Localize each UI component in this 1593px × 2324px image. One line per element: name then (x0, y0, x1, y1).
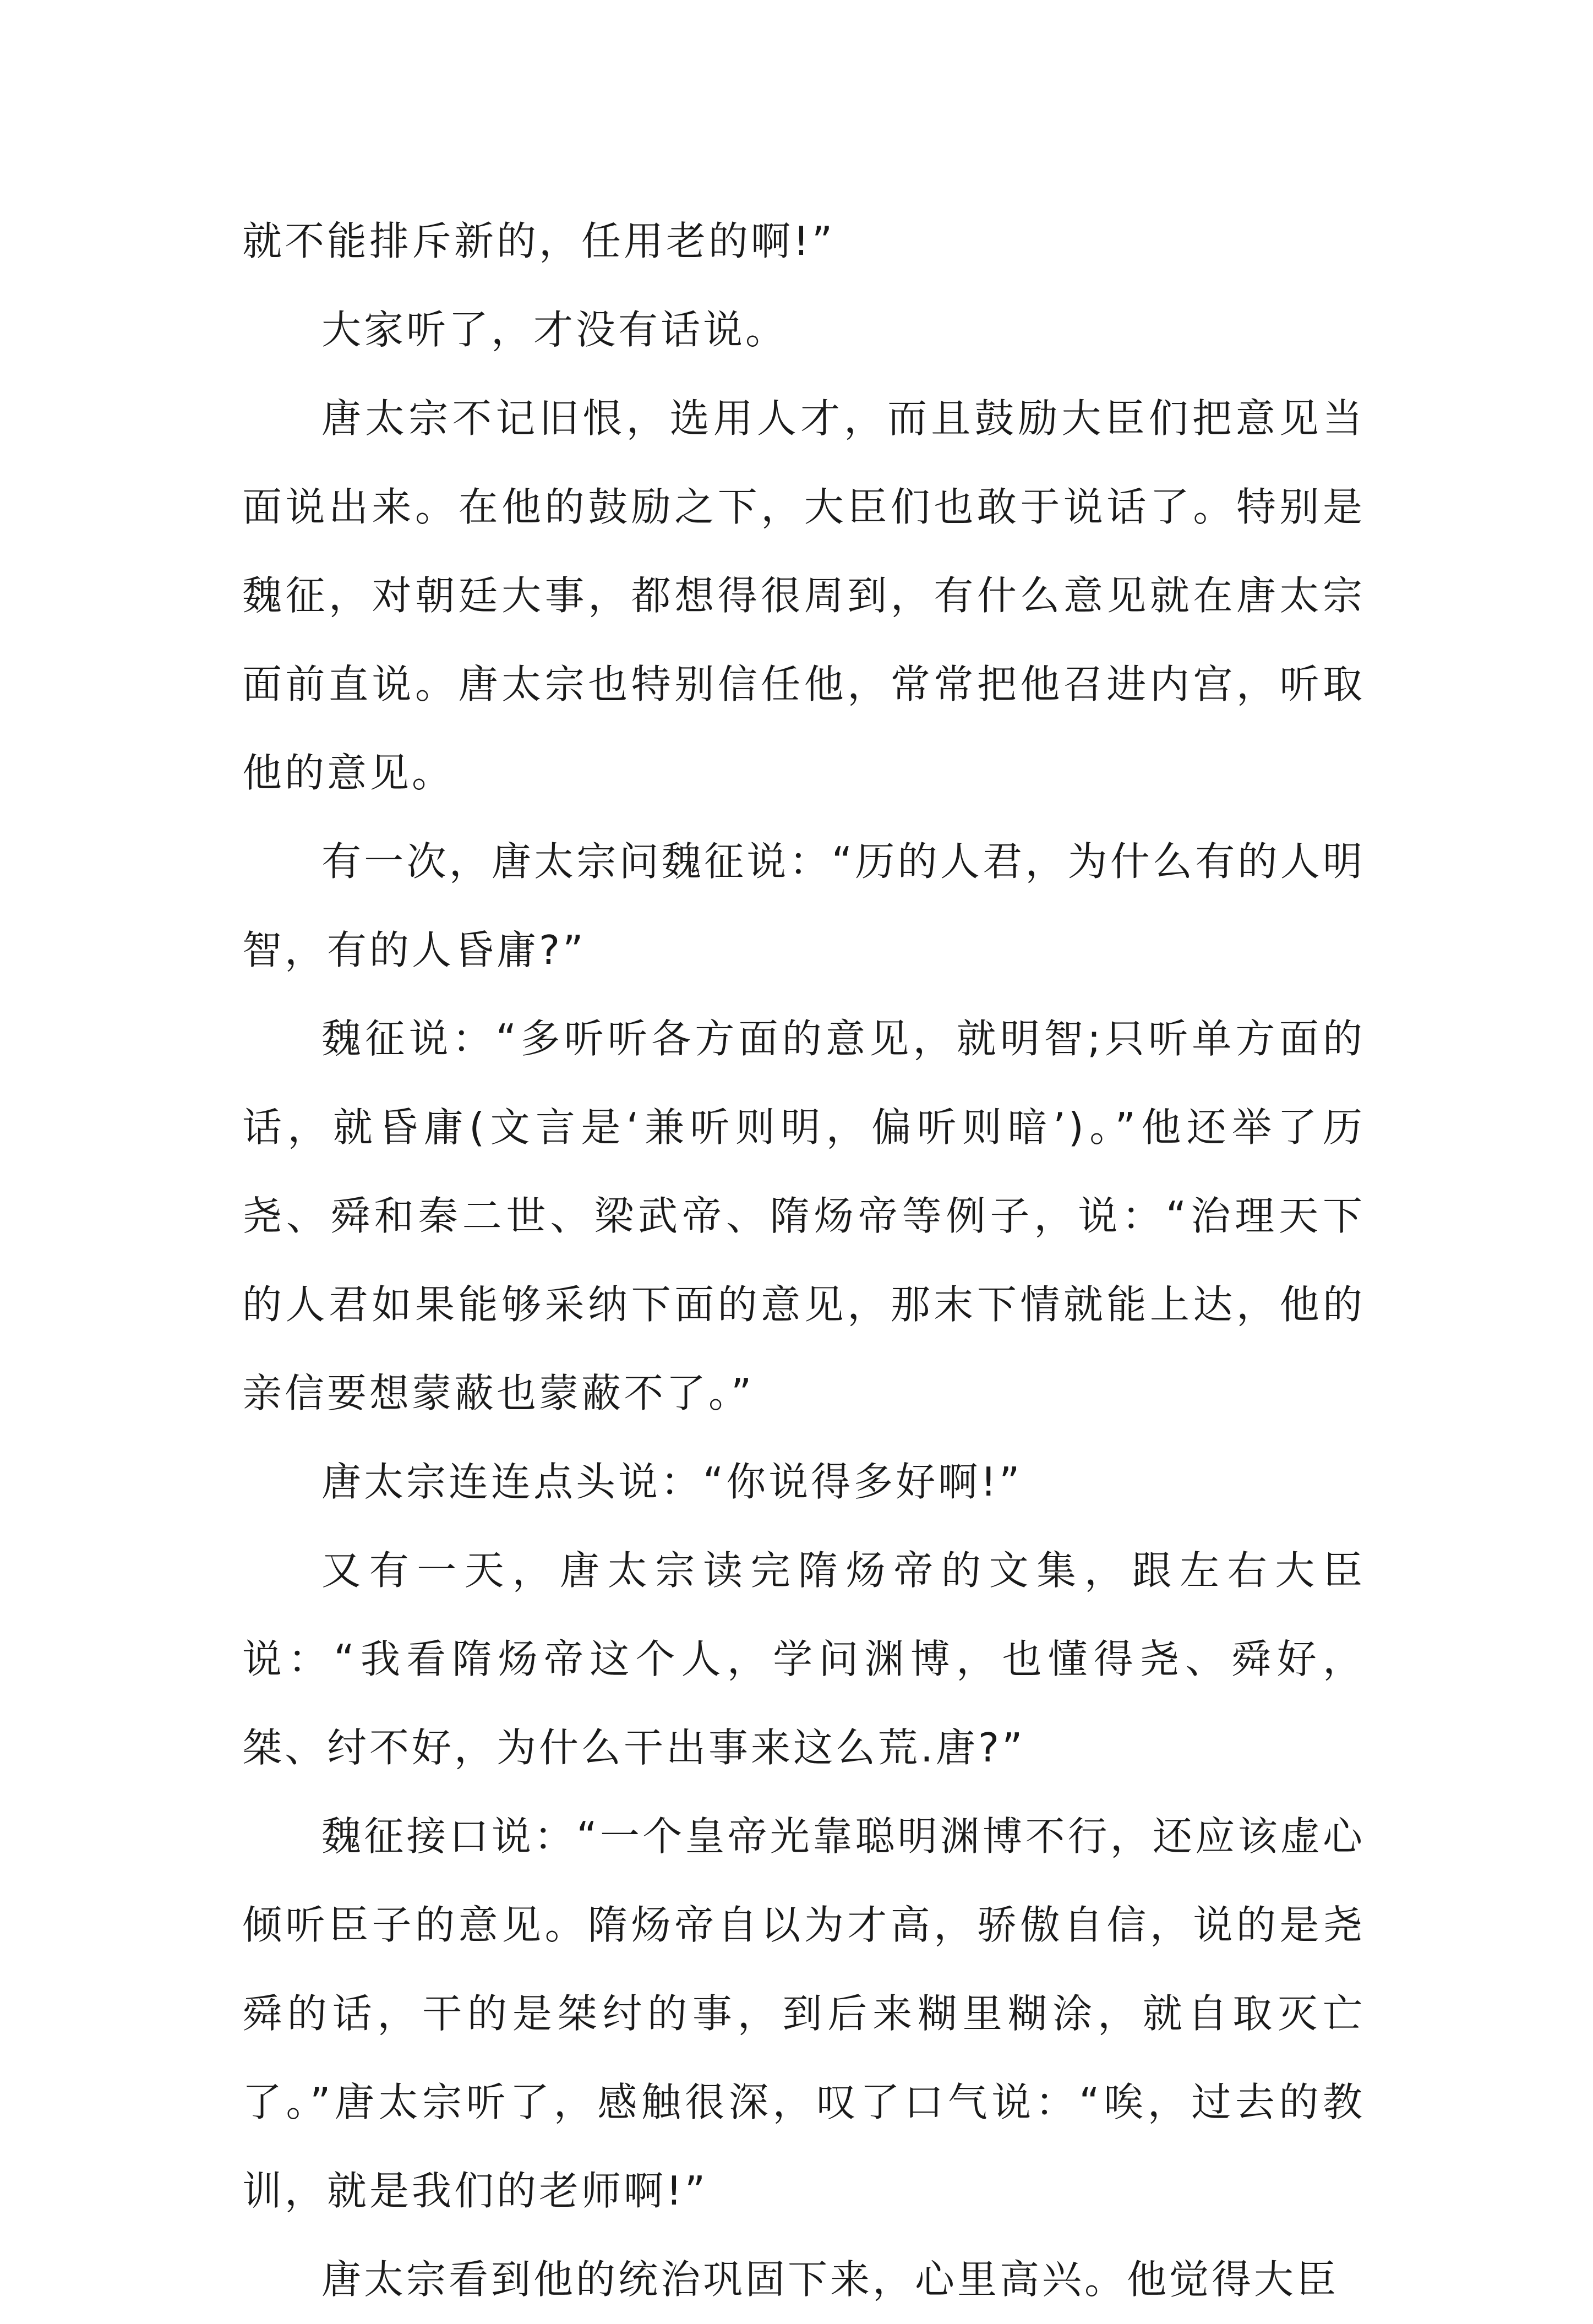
paragraph-4: 有一次，唐太宗问魏征说：“历的人君，为什么有的人明智，有的人昏庸?” (242, 838, 1365, 973)
paragraph-3: 唐太宗不记旧恨，选用人才，而且鼓励大臣们把意见当面说出来。在他的鼓励之下，大臣们也敢于说话了。特别是魏征，对朝廷大事，都想得很周到，有什么意见就在唐太宗面前直说。唐太宗也特别信任他，常常把他召进内宫，听取他的意见。 (242, 395, 1365, 796)
paragraph-8: 魏征接口说：“一个皇帝光靠聪明渊博不行，还应该虚心倾听臣子的意见。隋炀帝自以为才高，骄傲自信，说的是尧舜的话，干的是桀纣的事，到后来糊里糊涂，就自取灭亡了。”唐太宗听了，感触很深，叹了口气说：“唉，过去的教训，就是我们的老师啊!” (242, 1813, 1365, 2214)
paragraph-6: 唐太宗连连点头说：“你说得多好啊!” (321, 1459, 1023, 1505)
paragraph-5: 魏征说：“多听听各方面的意见，就明智;只听单方面的话，就昏庸(文言是‘兼听则明，偏听则暗’)。”他还举了历尧、舜和秦二世、梁武帝、隋炀帝等例子，说：“治理天下的人君如果能够采纳下面的意见，那末下情就能上达，他的亲信要想蒙蔽也蒙蔽不了。” (242, 1016, 1365, 1416)
paragraph-7: 又有一天，唐太宗读完隋炀帝的文集，跟左右大臣说：“我看隋炀帝这个人，学问渊博，也懂得尧、舜好，桀、纣不好，为什么干出事来这么荒.唐?” (242, 1547, 1365, 1771)
body-text (242, 197, 1365, 2324)
paragraph-9: 唐太宗看到他的统治巩固下来，心里高兴。他觉得大臣 (321, 2256, 1339, 2303)
paragraph-2: 大家听了，才没有话说。 (321, 307, 788, 353)
paragraph-1: 就不能排斥新的，任用老的啊!” (242, 218, 836, 264)
